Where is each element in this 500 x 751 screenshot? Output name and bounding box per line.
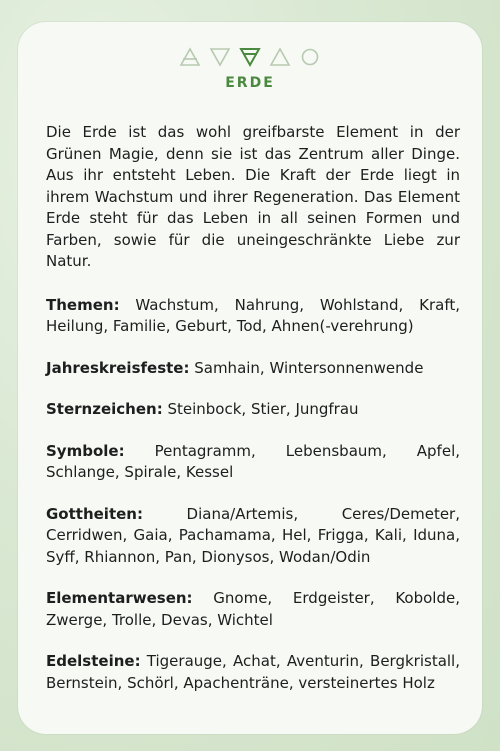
section-themen <box>46 295 460 338</box>
section-text: Pentagramm, Lebensbaum, Apfel, Schlange, Spirale, Kessel <box>46 441 460 481</box>
section-label: Gottheiten: <box>46 504 143 523</box>
section-label: Elementarwesen: <box>46 589 193 607</box>
earth-triangle-icon <box>238 46 262 68</box>
section-elementarwesen <box>46 588 460 631</box>
fire-triangle-icon <box>268 46 292 68</box>
section-label: Jahreskreisfeste: <box>46 358 190 377</box>
section-symbole <box>46 441 460 484</box>
spirit-circle-icon <box>298 46 322 68</box>
element-symbols <box>18 46 482 68</box>
intro-text: Die Erde ist das wohl greifbarste Element in der Grünen Magie, denn sie ist das Zentrum aller Dinge. Aus ihr entsteht Leben. Die Kraft der Erde liegt in ihrem Wachstum und ihrer Regeneration. Das Element Erde steht für das Leben in all seinen Formen und Farben, sowie für die uneingeschränkte Liebe zur Natur. <box>46 123 460 270</box>
section-text: Steinbock, Stier, Jungfrau <box>162 400 359 418</box>
section-label: Edelsteine: <box>46 652 141 670</box>
section-text: Wachstum, Nahrung, Wohlstand, Kraft, Heilung, Familie, Geburt, Tod, Ahnen(-verehrung) <box>46 295 460 335</box>
section-gottheiten <box>46 504 460 569</box>
card-content <box>46 122 460 714</box>
section-label: Symbole: <box>46 441 125 460</box>
element-card <box>18 22 482 734</box>
card-title: ERDE <box>225 75 275 91</box>
section-text: Diana/Artemis, Ceres/Demeter, Cerridwen, Gaia, Pachamama, Hel, Frigga, Kali, Iduna, Syff, Rhiannon, Pan, Dionysos, Wodan/Odin <box>46 504 460 566</box>
section-label: Themen: <box>46 295 120 314</box>
section-jahreskreisfeste <box>46 358 460 380</box>
section-sternzeichen <box>46 399 460 421</box>
water-triangle-icon <box>208 46 232 68</box>
section-text: Samhain, Wintersonnenwende <box>189 358 424 377</box>
section-edelsteine <box>46 651 460 694</box>
air-triangle-icon <box>178 46 202 68</box>
section-text: Gnome, Erdgeister, Kobolde, Zwerge, Trolle, Devas, Wichtel <box>46 589 460 629</box>
section-text: Tigerauge, Achat, Aventurin, Bergkristall, Bernstein, Schörl, Apachenträne, versteinertes Holz <box>46 652 460 692</box>
section-label: Sternzeichen: <box>46 400 163 418</box>
